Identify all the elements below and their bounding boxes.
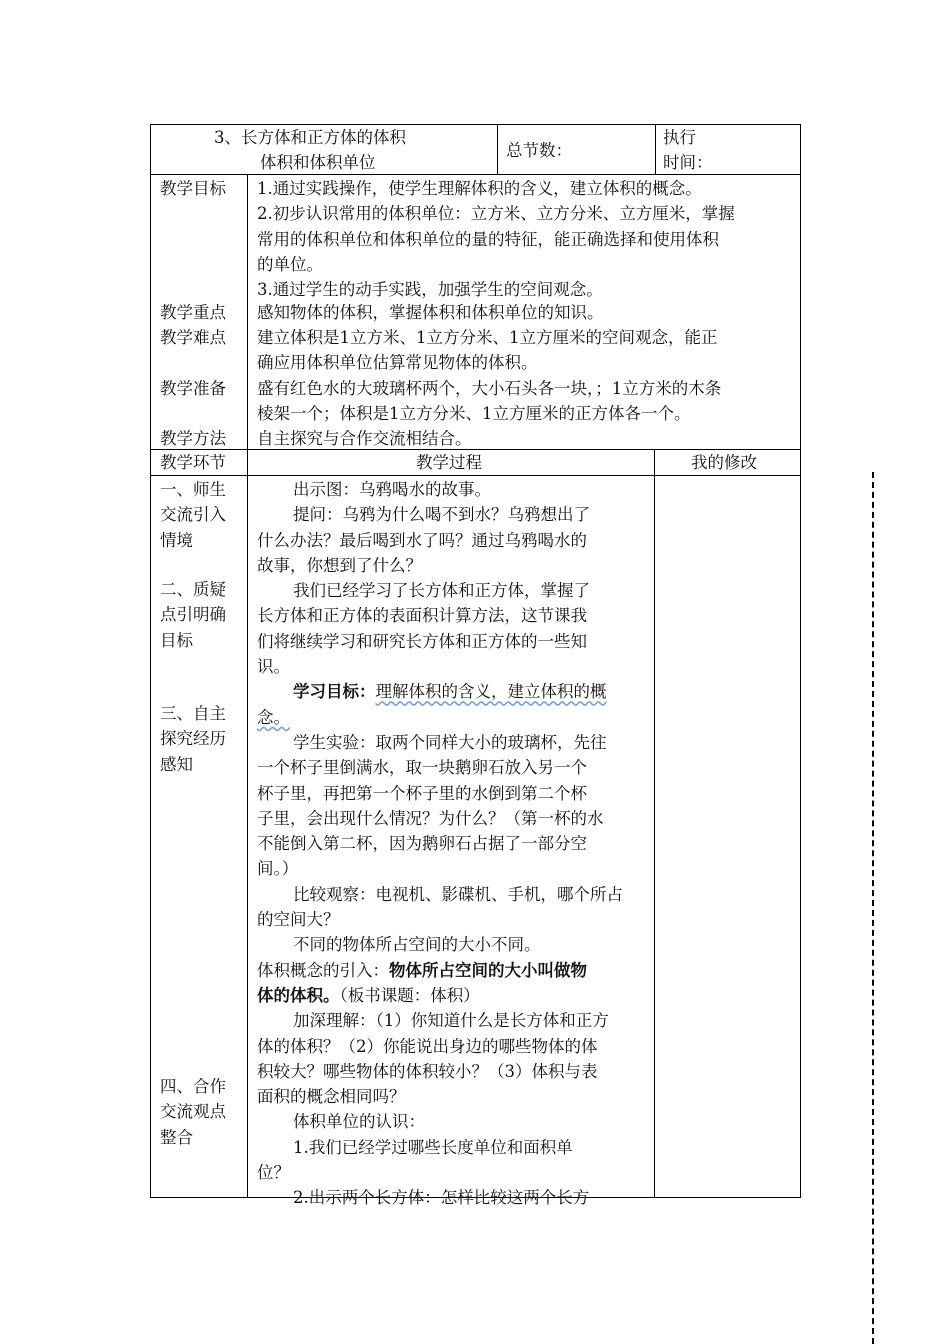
process-line: 间。）	[257, 859, 299, 879]
process-line: 不能倒入第二杯，因为鹅卵石占据了一部分空	[257, 834, 587, 854]
process-line: 学生实验：取两个同样大小的玻璃杯，先往	[293, 732, 607, 752]
process-line: 故事，你想到了什么？	[257, 555, 422, 575]
process-line: 体的体积？（2）你能说出身边的哪些物体的体	[257, 1036, 598, 1056]
stage-1-line: 交流引入	[160, 505, 226, 525]
label-method: 教学方法	[160, 429, 226, 448]
stage-1-line: 情境	[160, 530, 193, 550]
col-header-revision-text: 我的修改	[691, 453, 757, 472]
label-preparation: 教学准备	[160, 379, 226, 398]
goal-line: 的单位。	[257, 254, 323, 274]
stage-4-line: 交流观点	[160, 1102, 226, 1122]
goal-line: 常用的体积单位和体积单位的量的特征，能正确选择和使用体积	[257, 229, 719, 249]
learning-goal-text: 理解体积的含义，建立体积的概	[375, 682, 607, 702]
goal-line: 3.通过学生的动手实践，加强学生的空间观念。	[257, 280, 603, 300]
label-key-point: 教学重点	[160, 303, 226, 322]
difficulty-line: 建立体积是1立方米、1立方分米、1立方厘米的空间观念，能正	[257, 328, 718, 347]
process-line: 比较观察：电视机、影碟机、手机，哪个所占	[293, 884, 623, 904]
stage-4	[160, 1074, 226, 1150]
process-line: 杯子里，再把第一个杯子里的水倒到第二个杯	[257, 783, 587, 803]
volume-concept-line	[257, 958, 623, 983]
preparation-text	[257, 376, 721, 427]
learning-goal-text-end: 念。	[257, 707, 290, 727]
stage-3-line: 探究经历	[160, 729, 226, 749]
teaching-process	[257, 477, 623, 1211]
process-line: 面积的概念相同吗？	[257, 1087, 406, 1107]
difficulty-line: 确应用体积单位估算常见物体的体积。	[257, 353, 538, 373]
process-line: 体积单位的认识：	[293, 1112, 425, 1132]
process-line: 的空间大？	[257, 910, 340, 930]
exec-time-label-2: 时间：	[663, 153, 713, 172]
process-line: 提问：乌鸦为什么喝不到水？乌鸦想出了	[293, 505, 590, 525]
process-line: 位？	[257, 1163, 290, 1183]
process-line: 1.我们已经学过哪些长度单位和面积单	[293, 1137, 573, 1157]
process-line	[257, 705, 623, 730]
stage-3	[160, 701, 226, 777]
process-line: 子里，会出现什么情况？为什么？（第一杯的水	[257, 808, 604, 828]
stage-4-line: 整合	[160, 1127, 193, 1147]
process-line: 什么办法？最后喝到水了吗？通过乌鸦喝水的	[257, 530, 587, 550]
learning-goal-label: 学习目标：	[293, 682, 376, 702]
exec-time-label-1: 执行	[663, 128, 696, 147]
stage-3-line: 三、自主	[160, 704, 226, 723]
stage-3-line: 感知	[160, 754, 193, 774]
stage-2-line: 二、质疑	[160, 580, 226, 599]
process-line: 出示图：乌鸦喝水的故事。	[293, 480, 491, 499]
process-line: 我们已经学习了长方体和正方体，掌握了	[293, 581, 590, 601]
prep-line: 棱架一个；体积是1立方分米、1立方厘米的正方体各一个。	[257, 404, 691, 424]
prep-line: 盛有红色水的大玻璃杯两个，大小石头各一块，；1立方米的木条	[257, 379, 722, 398]
method-text: 自主探究与合作交流相结合。	[257, 429, 472, 448]
stage-4-line: 四、合作	[160, 1077, 226, 1096]
goal-line: 1.通过实践操作，使学生理解体积的含义，建立体积的概念。	[257, 179, 702, 198]
col-header-process-text: 教学过程	[416, 453, 482, 472]
process-line: 不同的物体所占空间的大小不同。	[293, 935, 541, 955]
learning-goal-line	[257, 679, 623, 704]
volume-concept-line	[257, 983, 623, 1008]
volume-definition: 物体所占空间的大小叫做物	[389, 960, 587, 980]
stage-1-line: 一、师生	[160, 480, 226, 499]
board-title-note: （板书课题：体积）	[339, 985, 480, 1005]
process-line: 长方体和正方体的表面积计算方法，这节课我	[257, 606, 587, 626]
process-line: 加深理解：（1）你知道什么是长方体和正方	[293, 1011, 609, 1031]
stage-2-line: 点引明确	[160, 605, 226, 625]
lesson-subtitle: 体积和体积单位	[260, 153, 376, 172]
stage-1	[160, 477, 226, 553]
stage-2-line: 目标	[160, 630, 193, 650]
total-lessons-label: 总节数：	[506, 141, 572, 160]
teaching-goals	[257, 176, 735, 302]
volume-definition-end: 体的体积。	[257, 985, 340, 1005]
process-line: 积较大？哪些物体的体积较小？（3）体积与表	[257, 1061, 598, 1081]
process-line: 识。	[257, 657, 290, 677]
difficulty-text	[257, 325, 718, 376]
label-teaching-goal: 教学目标	[160, 179, 226, 198]
key-point-text: 感知物体的体积，掌握体积和体积单位的知识。	[257, 303, 604, 322]
goal-line: 2.初步认识常用的体积单位：立方米、立方分米、立方厘米，掌握	[257, 204, 735, 224]
label-difficulty: 教学难点	[160, 328, 226, 347]
stage-2	[160, 577, 226, 653]
volume-concept-intro: 体积概念的引入：	[257, 960, 389, 980]
lesson-title: 3、长方体和正方体的体积	[214, 128, 406, 147]
process-line: 2.出示两个长方体：怎样比较这两个长方	[293, 1188, 590, 1208]
col-header-stage-text: 教学环节	[160, 453, 226, 472]
process-line: 们将继续学习和研究长方体和正方体的一些知	[257, 631, 587, 651]
binding-dashed-line	[872, 472, 874, 1344]
revision-cell	[654, 475, 801, 1198]
process-line: 一个杯子里倒满水，取一块鹅卵石放入另一个	[257, 758, 587, 778]
